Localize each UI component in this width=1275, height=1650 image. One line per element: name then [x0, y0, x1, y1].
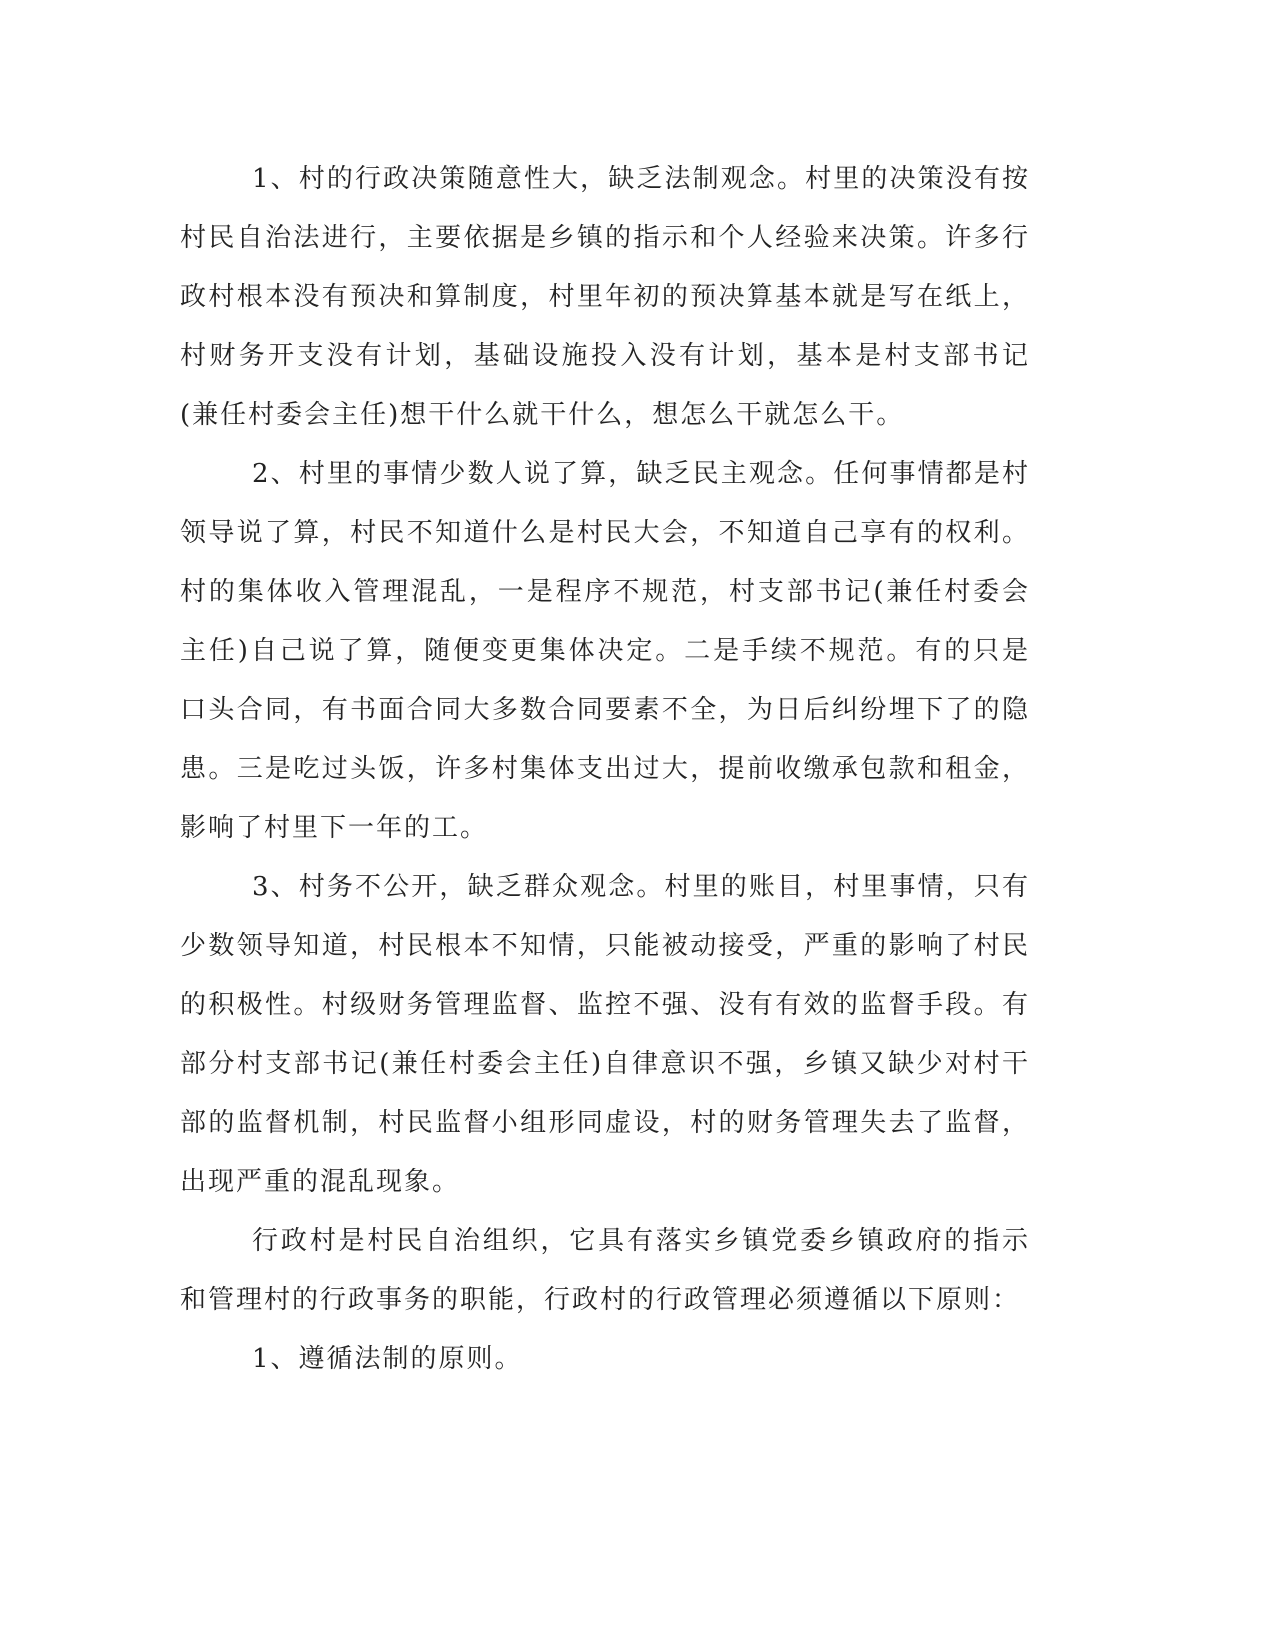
paragraph-1: 1、村的行政决策随意性大，缺乏法制观念。村里的决策没有按村民自治法进行，主要依据是乡镇的指示和个人经验来决策。许多行政村根本没有预决和算制度，村里年初的预决算基本就是写在纸上，村财务开支没有计划，基础设施投入没有计划，基本是村支部书记(兼任村委会主任)想干什么就干什么，想怎么干就怎么干。 [180, 164, 1030, 430]
paragraph-2: 2、村里的事情少数人说了算，缺乏民主观念。任何事情都是村领导说了算，村民不知道什么是村民大会，不知道自己享有的权利。村的集体收入管理混乱，一是程序不规范，村支部书记(兼任村委会主任)自己说了算，随便变更集体决定。二是手续不规范。有的只是口头合同，有书面合同大多数合同要素不全，为日后纠纷埋下了的隐患。三是吃过头饭，许多村集体支出过大，提前收缴承包款和租金，影响了村里下一年的工。 [180, 459, 1030, 843]
paragraph-4: 行政村是村民自治组织，它具有落实乡镇党委乡镇政府的指示和管理村的行政事务的职能，行政村的行政管理必须遵循以下原则： [180, 1226, 1030, 1315]
paragraph-3: 3、村务不公开，缺乏群众观念。村里的账目，村里事情，只有少数领导知道，村民根本不知情，只能被动接受，严重的影响了村民的积极性。村级财务管理监督、监控不强、没有有效的监督手段。有部分村支部书记(兼任村委会主任)自律意识不强，乡镇又缺少对村干部的监督机制，村民监督小组形同虚设，村的财务管理失去了监督，出现严重的混乱现象。 [180, 872, 1030, 1197]
document-page [180, 150, 1030, 1389]
paragraph-5: 1、遵循法制的原则。 [252, 1344, 523, 1374]
